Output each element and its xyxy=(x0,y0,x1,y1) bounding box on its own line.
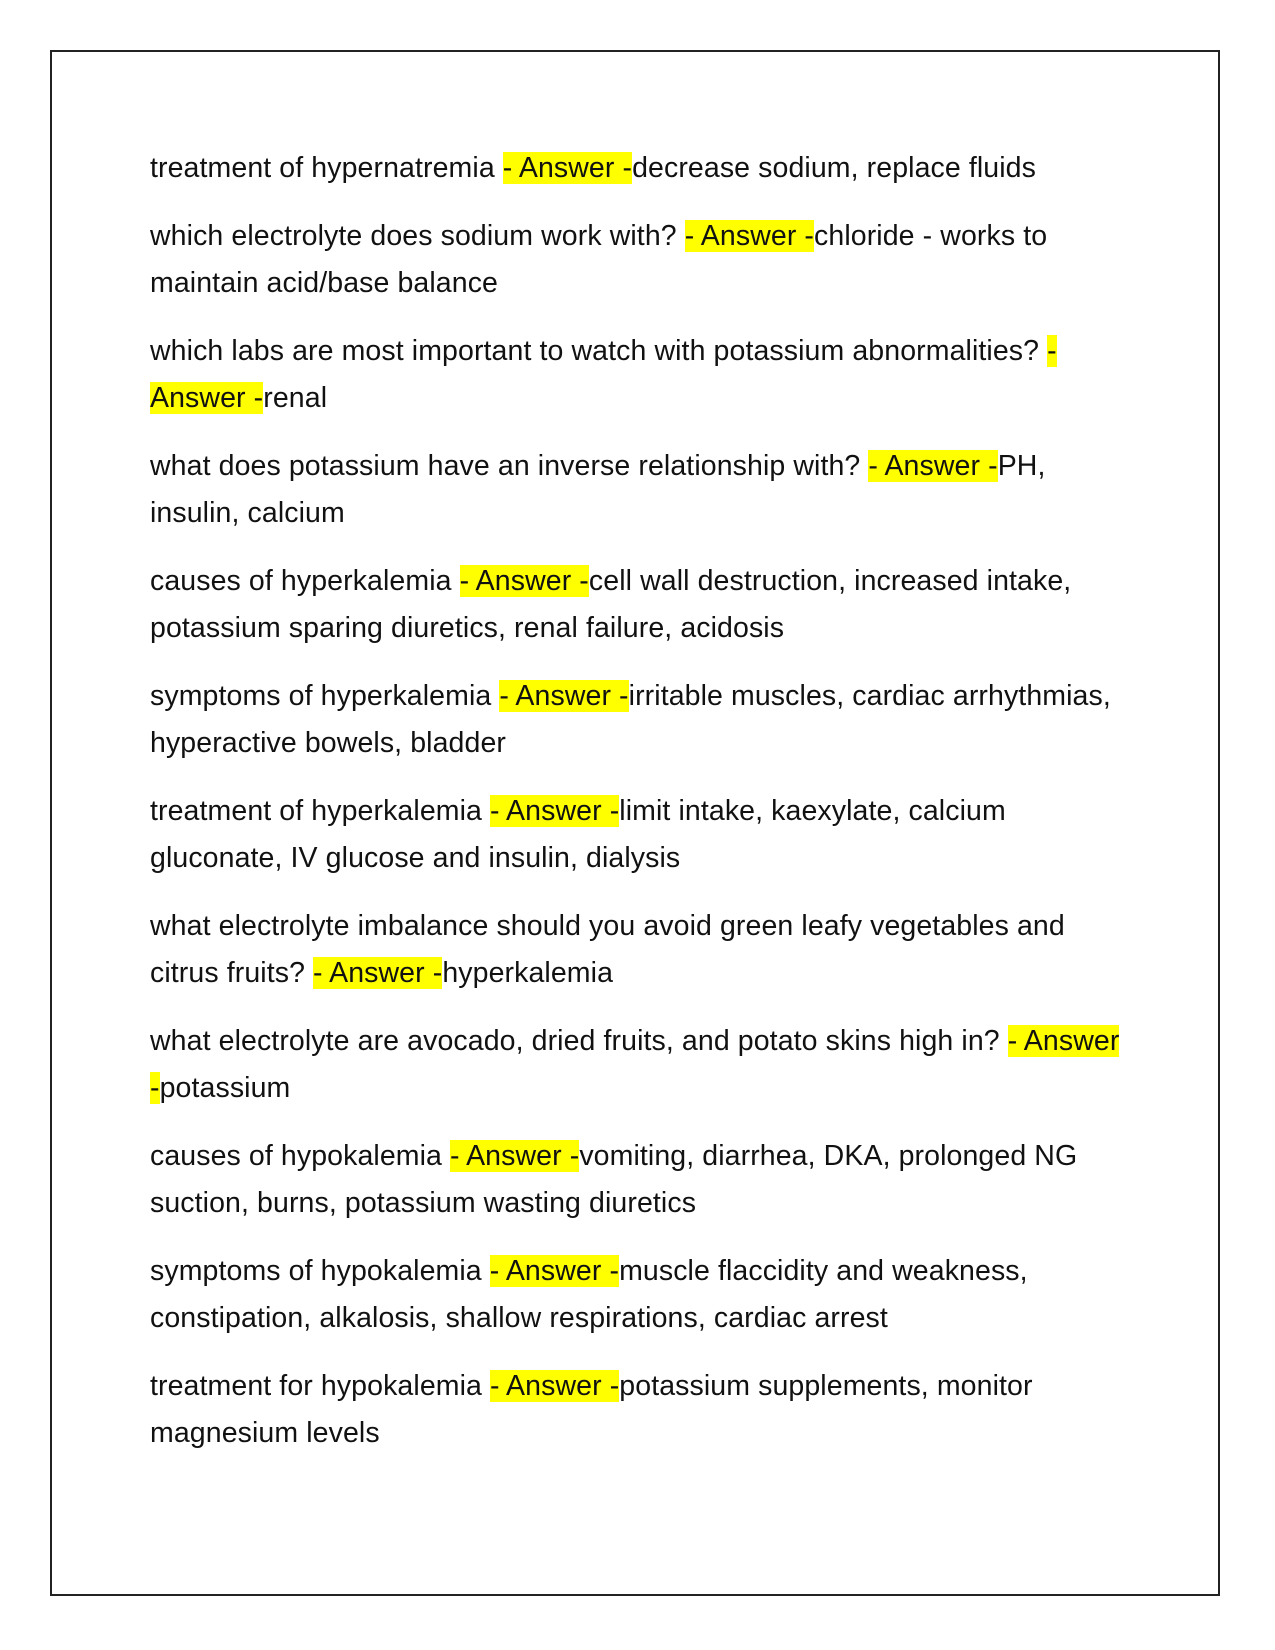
answer-highlight: - Answer - xyxy=(313,957,443,989)
answer-highlight: - Answer - xyxy=(489,1255,620,1287)
qa-item-6 xyxy=(150,673,1135,767)
answer-text: decrease sodium, replace fluids xyxy=(632,152,1036,184)
answer-text: cell wall destruction, increased intake, potassium sparing diuretics, renal failure, acidosis xyxy=(150,565,1072,644)
answer-text: irritable muscles, cardiac arrhythmias, hyperactive bowels, bladder xyxy=(150,680,1111,759)
answer-highlight: - Answer - xyxy=(868,450,998,482)
answer-text: limit intake, kaexylate, calcium gluconate, IV glucose and insulin, dialysis xyxy=(150,795,1006,874)
answer-highlight: - Answer - xyxy=(459,565,589,597)
answer-highlight: - Answer - xyxy=(450,1140,580,1172)
answer-highlight: - Answer - xyxy=(490,795,620,827)
qa-item-10 xyxy=(150,1133,1135,1227)
answer-text: potassium xyxy=(159,1072,291,1104)
flashcard-list xyxy=(150,145,1135,1478)
answer-text: vomiting, diarrhea, DKA, prolonged NG suction, burns, potassium wasting diuretics xyxy=(150,1140,1078,1219)
question-text: symptoms of hyperkalemia xyxy=(150,680,500,712)
answer-highlight: - Answer - xyxy=(502,152,633,184)
answer-text: PH, insulin, calcium xyxy=(150,450,1046,529)
question-text: treatment for hypokalemia xyxy=(150,1370,491,1402)
qa-item-9 xyxy=(150,1018,1135,1112)
qa-item-8 xyxy=(150,903,1135,997)
answer-highlight: - Answer - xyxy=(499,680,629,712)
answer-text: hyperkalemia xyxy=(442,957,614,989)
qa-item-3 xyxy=(150,328,1135,422)
qa-item-11 xyxy=(150,1248,1135,1342)
question-text: treatment of hyperkalemia xyxy=(150,795,491,827)
qa-item-5 xyxy=(150,558,1135,652)
qa-item-12 xyxy=(150,1363,1135,1457)
answer-text: chloride - works to maintain acid/base balance xyxy=(150,220,1048,299)
answer-text: muscle flaccidity and weakness, constipation, alkalosis, shallow respirations, cardiac arrest xyxy=(150,1255,1028,1334)
question-text: causes of hypokalemia xyxy=(150,1140,451,1172)
qa-item-7 xyxy=(150,788,1135,882)
qa-item-1 xyxy=(150,145,1135,192)
question-text: which labs are most important to watch with potassium abnormalities? xyxy=(150,335,1048,367)
answer-highlight: - Answer - xyxy=(684,220,815,252)
question-text: symptoms of hypokalemia xyxy=(150,1255,490,1287)
answer-highlight: - Answer - xyxy=(150,335,1057,414)
answer-highlight: - Answer - xyxy=(490,1370,620,1402)
answer-highlight: - Answer - xyxy=(150,1025,1120,1104)
question-text: treatment of hypernatremia xyxy=(150,152,503,184)
question-text: what electrolyte are avocado, dried fruits, and potato skins high in? xyxy=(150,1025,1008,1057)
question-text: what does potassium have an inverse relationship with? xyxy=(150,450,869,482)
answer-text: potassium supplements, monitor magnesium levels xyxy=(150,1370,1033,1449)
question-text: what electrolyte imbalance should you avoid green leafy vegetables and citrus fruits? xyxy=(150,910,1065,989)
question-text: causes of hyperkalemia xyxy=(150,565,460,597)
question-text: which electrolyte does sodium work with? xyxy=(150,220,685,252)
qa-item-2 xyxy=(150,213,1135,307)
answer-text: renal xyxy=(263,382,328,414)
qa-item-4 xyxy=(150,443,1135,537)
